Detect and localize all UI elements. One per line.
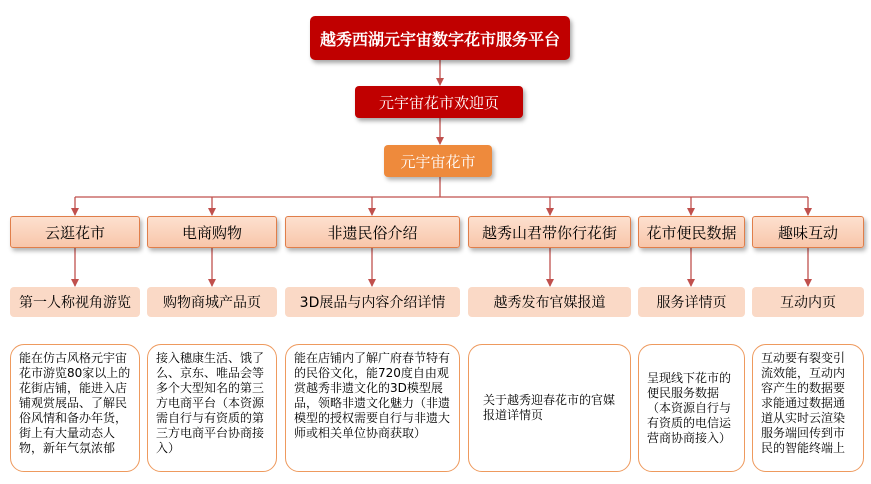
description-official-media (468, 344, 631, 472)
description-text: 关于越秀迎春花市的官媒报道详情页 (483, 393, 616, 422)
category-label: 越秀山君带你行花街 (481, 223, 617, 242)
description-text: 能在店铺内了解广府春节特有的民俗文化，能720度自由观赏越秀非遗文化的3D模型展品，领略非遗文化魅力（非遗模型的授权需要自行与非遗大师或相关单位协商获取） (294, 351, 451, 440)
metaverse-market-box (384, 145, 492, 177)
description-text: 互动要有裂变引流效能，互动内容产生的数据要求能通过数据通道从实时云渲染服务端回传到市民的智能终端上 (761, 351, 846, 455)
subpage-label: 服务详情页 (656, 295, 727, 311)
subpage-label: 购物商城产品页 (163, 295, 261, 311)
subpage-3d-exhibits (285, 287, 460, 317)
category-fun-interaction (752, 216, 864, 248)
description-text: 呈现线下花市的便民服务数据（本资源自行与有资质的电信运营商协商接入） (647, 370, 732, 445)
platform-title: 越秀西湖元宇宙数字花市服务平台 (319, 29, 560, 49)
category-label: 电商购物 (181, 223, 242, 242)
category-yuexiu-flower-street (468, 216, 631, 248)
category-convenience-data (638, 216, 745, 248)
subpage-official-media (468, 287, 631, 317)
welcome-page-box (355, 86, 523, 118)
category-intangible-heritage (285, 216, 460, 248)
subpage-interaction (752, 287, 864, 317)
description-text: 能在仿古风格元宇宙花市游览80家以上的花街店铺，能进入店铺观赏展品、了解民俗风情和备办年货，街上有大量动态人物，新年气氛浓郁 (19, 351, 131, 455)
category-cloud-market (10, 216, 140, 248)
platform-title-box (310, 16, 570, 60)
subpage-mall-product (147, 287, 277, 317)
welcome-page-label: 元宇宙花市欢迎页 (378, 93, 499, 112)
description-ecommerce (147, 344, 277, 472)
category-label: 花市便民数据 (646, 223, 737, 242)
description-fun-interaction (752, 344, 864, 472)
subpage-label: 3D展品与内容介绍详情 (299, 295, 446, 311)
category-label: 非遗民俗介绍 (327, 223, 418, 242)
description-convenience-data (638, 344, 745, 472)
description-intangible-heritage (285, 344, 460, 472)
category-label: 趣味互动 (777, 223, 838, 242)
subpage-label: 互动内页 (780, 295, 836, 311)
subpage-first-person-tour (10, 287, 140, 317)
description-text: 接入穗康生活、饿了么、京东、唯品会等多个大型知名的第三方电商平台（本资源需自行与有资质的第三方电商平台协商接入） (156, 351, 265, 455)
subpage-label: 越秀发布官媒报道 (493, 295, 606, 311)
subpage-service-detail (638, 287, 745, 317)
metaverse-market-label: 元宇宙花市 (400, 152, 476, 171)
category-label: 云逛花市 (44, 223, 105, 242)
description-cloud-market (10, 344, 140, 472)
category-ecommerce (147, 216, 277, 248)
subpage-label: 第一人称视角游览 (19, 295, 131, 311)
